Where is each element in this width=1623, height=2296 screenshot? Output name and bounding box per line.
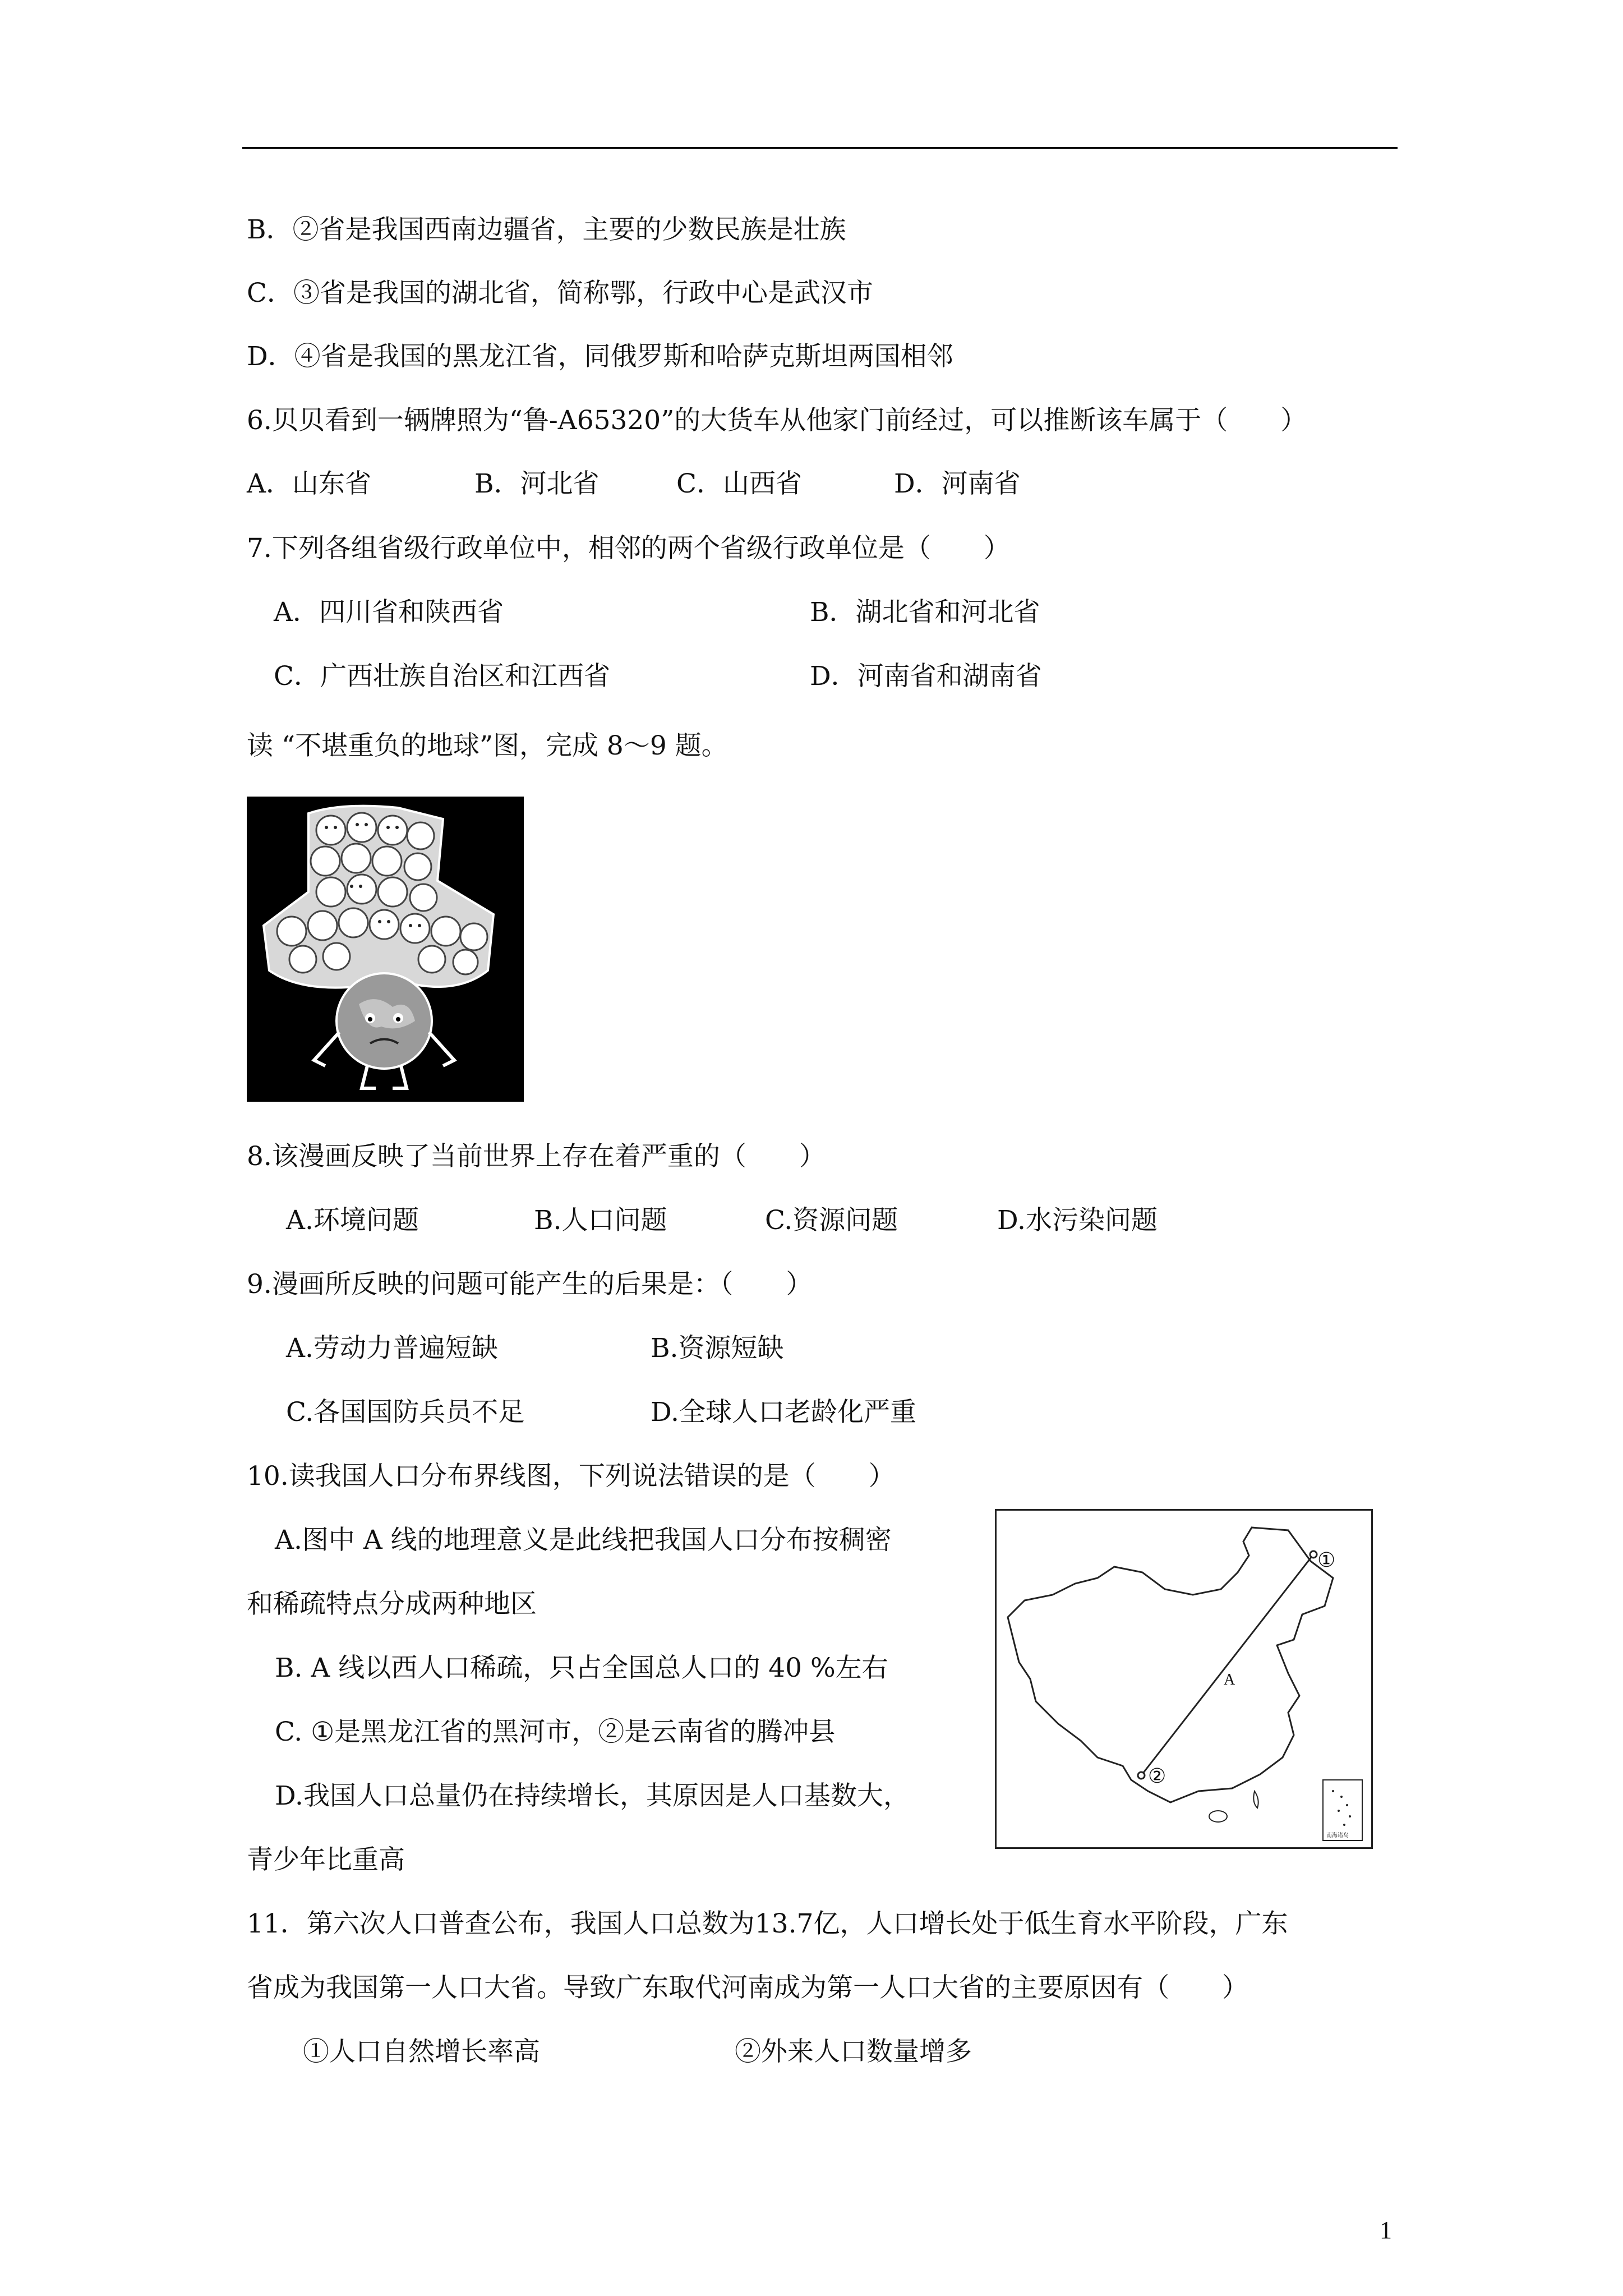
q7-option-a: A．四川省和陕西省 [274, 597, 504, 628]
q7-stem: 7.下列各组省级行政单位中，相邻的两个省级行政单位是（ ） [247, 533, 1010, 564]
q9-option-b: B.资源短缺 [651, 1333, 784, 1364]
page-number: 1 [1380, 2216, 1392, 2244]
q6-option-d: D．河南省 [894, 468, 1021, 499]
q10-option-a-line2: 和稀疏特点分成两种地区 [247, 1589, 537, 1619]
q11-item-1: ①人口自然增长率高 [303, 2036, 540, 2067]
q11-item-2: ②外来人口数量增多 [735, 2036, 972, 2067]
q10-option-c: C. ①是黑龙江省的黑河市，②是云南省的腾冲县 [275, 1717, 836, 1747]
q10-option-a-line1: A.图中 A 线的地理意义是此线把我国人口分布按稠密 [275, 1525, 892, 1556]
q8-stem: 8.该漫画反映了当前世界上存在着严重的（ ） [247, 1141, 826, 1172]
q10-option-d-line2: 青少年比重高 [247, 1844, 405, 1875]
china-outline-map [997, 1511, 1371, 1847]
map-line-a-label: A [1224, 1671, 1235, 1688]
header-rule [242, 147, 1398, 149]
q10-option-d-line1: D.我国人口总量仍在持续增长，其原因是人口基数大， [275, 1780, 910, 1811]
q5-option-d: D．④省是我国的黑龙江省，同俄罗斯和哈萨克斯坦两国相邻 [247, 341, 953, 372]
q7-option-d: D．河南省和湖南省 [810, 661, 1042, 692]
china-population-line-map [995, 1509, 1373, 1849]
map-point-1-label: ① [1317, 1549, 1336, 1572]
q6-option-a: A．山东省 [247, 468, 371, 499]
map-point-2-label: ② [1148, 1765, 1166, 1788]
q8-option-d: D.水污染问题 [997, 1205, 1158, 1236]
q11-stem-line1: 11．第六次人口普查公布，我国人口总数为13.7亿，人口增长处于低生育水平阶段，广东 [247, 1908, 1288, 1939]
q8-option-a: A.环境问题 [286, 1205, 419, 1236]
q7-option-b: B．湖北省和河北省 [810, 597, 1040, 628]
q6-stem: 6.贝贝看到一辆牌照为“鲁-A65320”的大货车从他家门前经过，可以推断该车属于（ ） [247, 405, 1307, 436]
q9-option-d: D.全球人口老龄化严重 [651, 1397, 916, 1428]
q8-option-c: C.资源问题 [765, 1205, 898, 1236]
q10-option-b: B. A 线以西人口稀疏，只占全国总人口的 40 %左右 [275, 1653, 888, 1683]
overburdened-earth-cartoon [247, 797, 524, 1102]
q5-option-b: B．②省是我国西南边疆省，主要的少数民族是壮族 [247, 214, 846, 245]
q6-option-c: C．山西省 [676, 468, 802, 499]
q9-stem: 9.漫画所反映的问题可能产生的后果是：（ ） [247, 1269, 813, 1300]
q9-option-c: C.各国国防兵员不足 [286, 1397, 525, 1428]
q5-option-c: C．③省是我国的湖北省，简称鄂，行政中心是武汉市 [247, 278, 873, 309]
south-sea-inset [1323, 1780, 1362, 1841]
q11-stem-line2: 省成为我国第一人口大省。导致广东取代河南成为第一人口大省的主要原因有（ ） [247, 1972, 1248, 2003]
q9-option-a: A.劳动力普遍短缺 [286, 1333, 498, 1364]
q10-stem: 10.读我国人口分布界线图，下列说法错误的是（ ） [247, 1461, 895, 1492]
cartoon-illustration [247, 797, 524, 1102]
south-sea-inset-label: 南海诸岛 [1326, 1833, 1349, 1839]
q8-option-b: B.人口问题 [534, 1205, 667, 1236]
q7-option-c: C．广西壮族自治区和江西省 [274, 661, 610, 692]
q6-option-b: B．河北省 [474, 468, 600, 499]
intro-8-9: 读 “不堪重负的地球”图，完成 8～9 题。 [247, 730, 728, 761]
